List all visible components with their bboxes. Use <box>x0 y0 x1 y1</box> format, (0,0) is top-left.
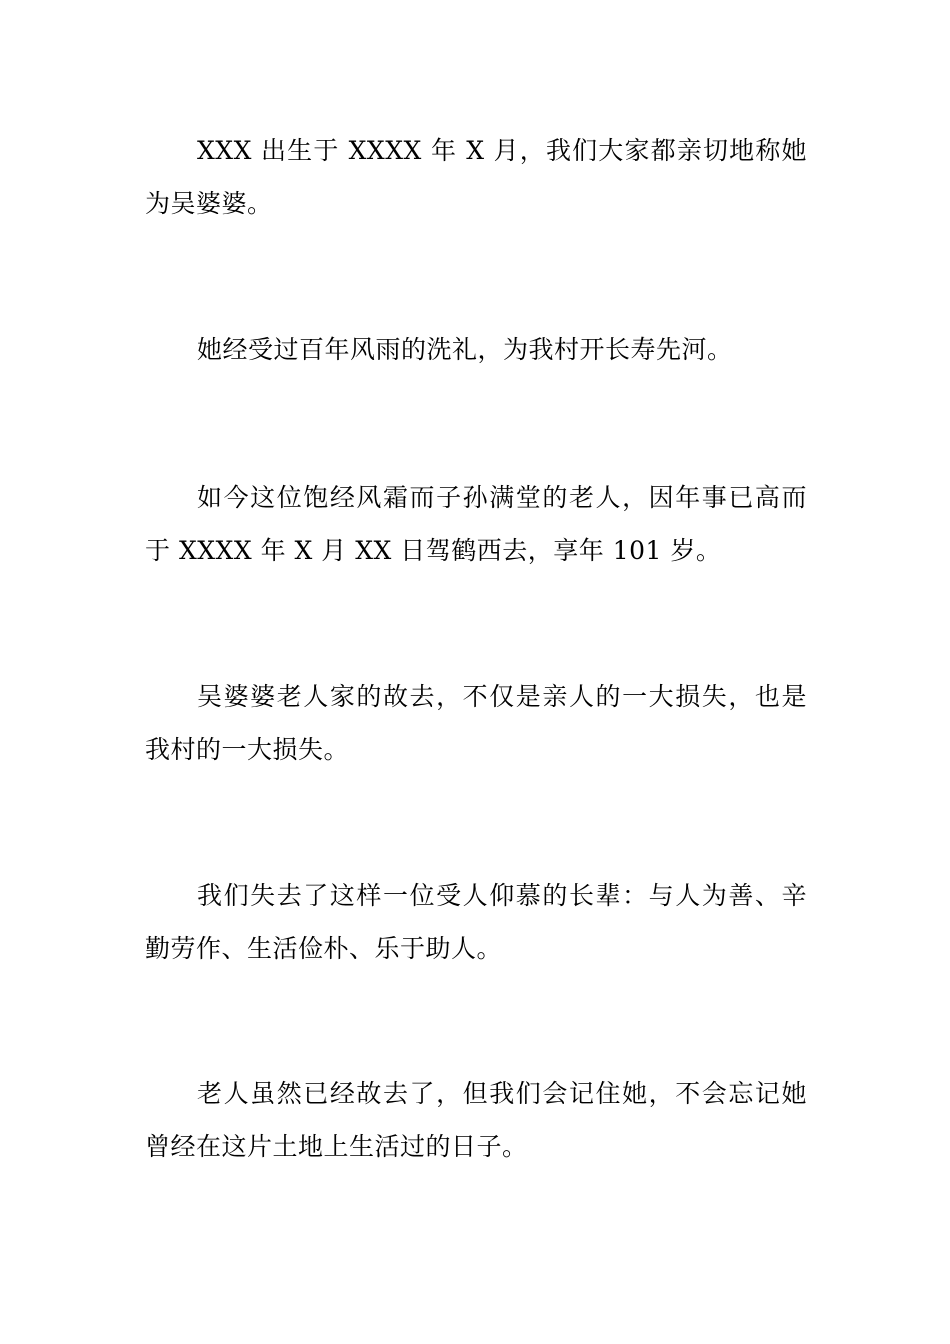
paragraph-longevity: 她经受过百年风雨的洗礼，为我村开长寿先河。 <box>197 335 733 364</box>
paragraph-virtues: 我们失去了这样一位受人仰慕的长辈：与人为善、辛勤劳作、生活俭朴、乐于助人。 <box>145 881 807 963</box>
paragraph-loss: 吴婆婆老人家的故去，不仅是亲人的一大损失，也是我村的一大损失。 <box>145 682 807 764</box>
paragraph-remembrance: 老人虽然已经故去了，但我们会记住她，不会忘记她曾经在这片土地上生活过的日子。 <box>145 1079 807 1161</box>
paragraph-passing: 如今这位饱经风霜而子孙满堂的老人，因年事已高而于 XXXX 年 X 月 XX 日驾鹤西去，享年 101 岁。 <box>145 483 807 565</box>
paragraph-birth: XXX 出生于 XXXX 年 X 月，我们大家都亲切地称她为吴婆婆。 <box>145 136 807 218</box>
